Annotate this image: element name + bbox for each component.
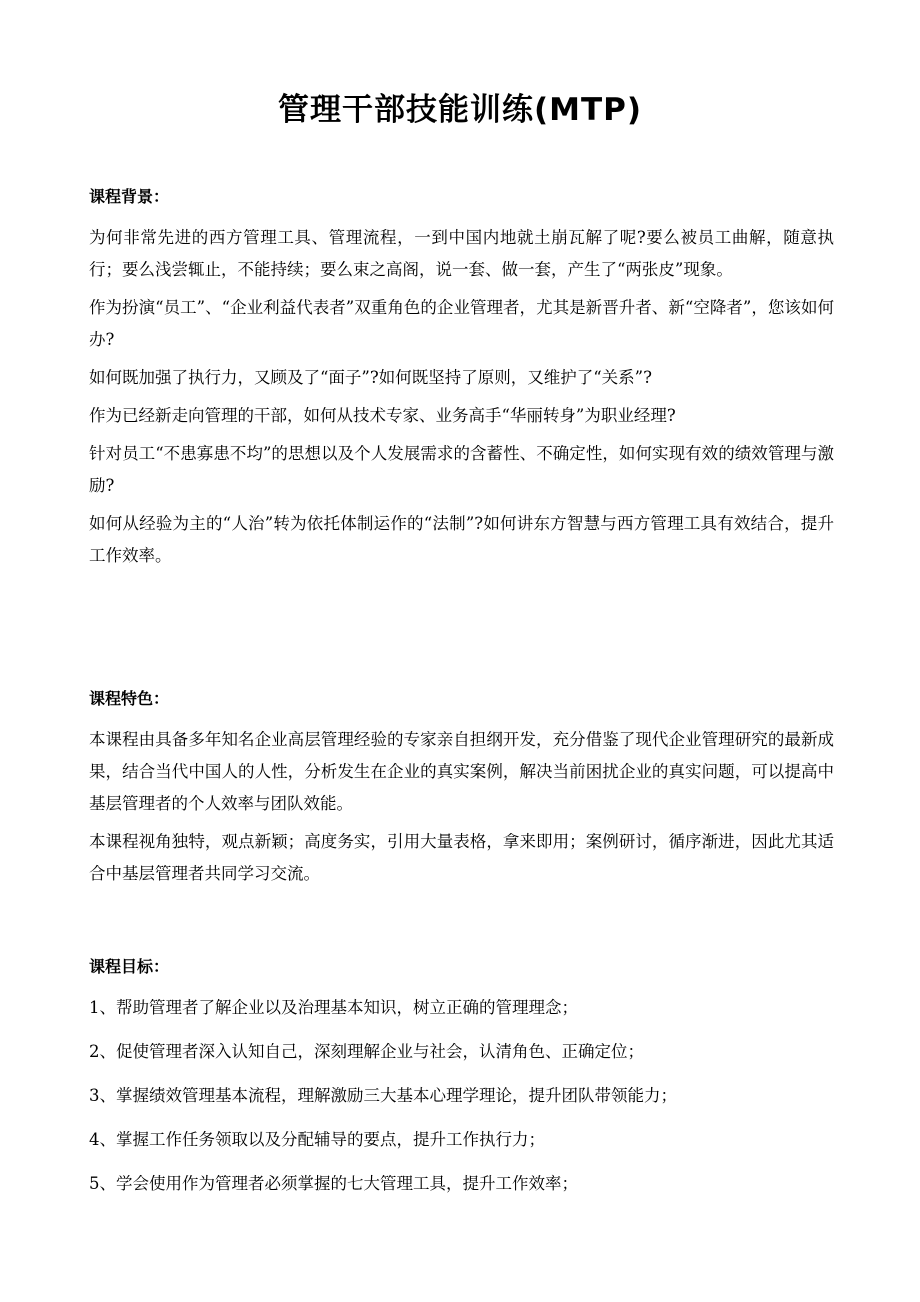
goal-item: 3、掌握绩效管理基本流程，理解激励三大基本心理学理论，提升团队带领能力； [89,1086,677,1105]
section-heading-goals: 课程目标： [89,957,170,976]
section-heading-features: 课程特色： [89,689,170,708]
background-paragraph: 如何既加强了执行力，又顾及了“面子”?如何既坚持了原则，又维护了“关系”? [89,368,652,387]
goal-item: 4、掌握工作任务领取以及分配辅导的要点，提升工作执行力； [89,1130,545,1149]
features-paragraph: 本课程视角独特，观点新颖；高度务实，引用大量表格，拿来即用；案例研讨，循序渐进，因此尤其适合中基层管理者共同学习交流。 [89,832,834,883]
features-paragraph: 本课程由具备多年知名企业高层管理经验的专家亲自担纲开发，充分借鉴了现代企业管理研究的最新成果，结合当代中国人的人性，分析发生在企业的真实案例，解决当前困扰企业的真实问题，可以提高中基层管理者的个人效率与团队效能。 [89,730,834,813]
section-heading-background: 课程背景： [89,187,170,206]
goal-item: 2、促使管理者深入认知自己，深刻理解企业与社会，认清角色、正确定位； [89,1042,644,1061]
goal-item: 1、帮助管理者了解企业以及治理基本知识，树立正确的管理理念； [89,998,578,1017]
background-paragraph: 针对员工“不患寡患不均”的思想以及个人发展需求的含蓄性、不确定性，如何实现有效的绩效管理与激励? [89,444,834,495]
goal-item: 5、学会使用作为管理者必须掌握的七大管理工具，提升工作效率； [89,1174,578,1193]
section-course-background [89,184,834,578]
section-course-goals [89,954,834,1212]
background-paragraph: 为何非常先进的西方管理工具、管理流程，一到中国内地就土崩瓦解了呢?要么被员工曲解，随意执行；要么浅尝辄止，不能持续；要么束之高阁，说一套、做一套，产生了“两张皮”现象。 [89,228,834,279]
background-paragraph: 作为已经新走向管理的干部，如何从技术专家、业务高手“华丽转身”为职业经理? [89,406,676,425]
document-title: 管理干部技能训练(MTP) [277,92,643,128]
section-course-features [89,686,834,896]
background-paragraph: 如何从经验为主的“人治”转为依托体制运作的“法制”?如何讲东方智慧与西方管理工具有效结合，提升工作效率。 [89,514,834,565]
background-paragraph: 作为扮演“员工”、“企业利益代表者”双重角色的企业管理者，尤其是新晋升者、新“空降者”，您该如何办? [89,298,834,349]
